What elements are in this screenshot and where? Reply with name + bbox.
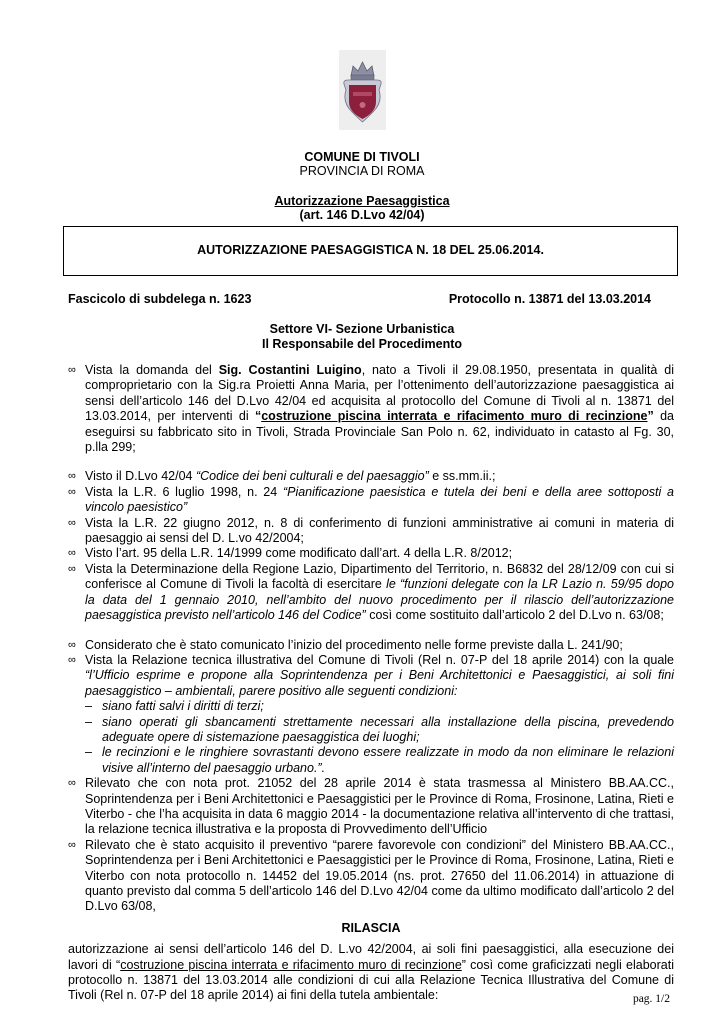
- settore-heading: [0, 322, 724, 352]
- rilascia-heading: RILASCIA: [341, 920, 401, 935]
- list-item: ∞ Vista la Determinazione della Regione Lazio, Dipartimento del Territorio, n. B6832 del 28/12/09 con cui si conferisce al Comune di Tivoli la facoltà di esercitare le “funzioni delegate con la LR Lazio n. 59/95 dopo la data del 1 gennaio 2010, nell’ambito del nuovo procedimento per il rilascio dell’autorizzazione paesaggistica previsto nell’articolo 146 del Codice” così come sostituito dall’articolo 2 del D.Lvo n. 63/08;: [68, 561, 674, 623]
- protocollo-number: Protocollo n. 13871 del 13.03.2014: [448, 292, 651, 306]
- settore-line: Settore VI- Sezione Urbanistica: [269, 322, 455, 336]
- list-item: ∞ Visto l’art. 95 della L.R. 14/1999 come modificato dall’art. 4 della L.R. 8/2012;: [68, 546, 513, 561]
- document-body: [68, 363, 674, 1004]
- list-item: ∞ Vista la Relazione tecnica illustrativa del Comune di Tivoli (Rel n. 07-P del 18 aprile 2014) con la quale “l’Ufficio esprime e propone alla Soprintendenza per i Beni Architettonici e Paesaggistici, ai soli fini paesaggistico – ambientali, parere positivo alle seguenti condizioni:: [68, 652, 674, 698]
- list-item: ∞ Rilevato che è stato acquisito il preventivo “parere favorevole con condizioni” del Ministero BB.AA.CC., Soprintendenza per i Beni Architettonici e Paesaggistici per le Province di Roma, Frosinone, Latina, Rieti e Viterbo con nota protocollo n. 14452 del 19.05.2014 (ns. prot. 27650 del 11.06.2014) in attuazione di quanto previsto dal comma 5 dell’articolo 146 del D.Lvo 42/04 come da ultimo modificato dall’articolo 2 del D.Lvo 63/08,: [68, 837, 674, 914]
- paragraph-domanda: ∞ Vista la domanda del Sig. Costantini Luigino, nato a Tivoli il 29.08.1950, presentata in qualità di comproprietario con la Sig.ra Proietti Anna Maria, per l’ottenimento dell’autorizzazione paesaggistica ai sensi dell’articolo 146 del D.Lvo 42/04 ed acquisita al protocollo del Comune di Tivoli al n. 13871 del 13.03.2014, per interventi di “costruzione piscina interrata e rifacimento muro di recinzione” da eseguirsi su fabbricato sito in Tivoli, Strada Provinciale San Polo n. 62, individuato in catasto al Fg. 30, p.lla 299;: [68, 363, 674, 455]
- document-header: [0, 150, 724, 222]
- infinity-bullet-icon: ∞: [68, 653, 76, 666]
- list-item: ∞ Visto il D.Lvo 42/04 “Codice dei beni culturali e del paesaggio” e ss.mm.ii.;: [68, 469, 496, 484]
- infinity-bullet-icon: ∞: [68, 547, 76, 560]
- list-item: ∞ Vista la L.R. 6 luglio 1998, n. 24 “Pianificazione paesistica e tutela dei beni e della aree sottoposti a vincolo paesistico”: [68, 484, 674, 515]
- comune-name: COMUNE DI TIVOLI: [304, 150, 420, 164]
- infinity-bullet-icon: ∞: [68, 516, 76, 529]
- municipal-crest-icon: [339, 50, 386, 130]
- dash-bullet-icon: –: [85, 745, 92, 760]
- legal-reference: (art. 146 D.Lvo 42/04): [299, 208, 425, 222]
- infinity-bullet-icon: ∞: [68, 470, 76, 483]
- dash-bullet-icon: –: [85, 699, 92, 714]
- infinity-bullet-icon: ∞: [68, 838, 76, 851]
- document-type: Autorizzazione Paesaggistica: [274, 194, 450, 208]
- condition-item: – siano operati gli sbancamenti strettamente necessari alla installazione della piscina, prevedendo adeguate opere di sistemazione paesaggistica dei luoghi;: [85, 714, 674, 744]
- infinity-bullet-icon: ∞: [68, 364, 76, 376]
- authorization-title-box: [63, 226, 678, 276]
- list-item: ∞ Rilevato che con nota prot. 21052 del 28 aprile 2014 è stata trasmessa al Ministero BB.AA.CC., Soprintendenza per i Beni Architettonici e Paesaggistici per le Province di Roma, Frosinone, Latina, Rieti e Viterbo - che l’ha acquisita in data 6 maggio 2014 - la documentazione relativa all’intervento di che trattasi, la relazione tecnica illustrativa e la proposta di Provvedimento dell’Ufficio: [68, 776, 674, 837]
- infinity-bullet-icon: ∞: [68, 638, 76, 651]
- list-item: ∞ Vista la L.R. 22 giugno 2012, n. 8 di conferimento di funzioni amministrative ai comuni in materia di paesaggio ai sensi del D. L.vo 42/2004;: [68, 515, 674, 546]
- condition-item: – le recinzioni e le ringhiere sovrastanti devono essere realizzate in modo da non eliminare le relazioni visive all’interno del paesaggio urbano.”.: [85, 745, 674, 775]
- responsabile-line: Il Responsabile del Procedimento: [261, 337, 463, 351]
- dash-bullet-icon: –: [85, 714, 92, 729]
- applicant-name: Sig. Costantini Luigino: [218, 363, 362, 377]
- condition-item: – siano fatti salvi i diritti di terzi;: [85, 699, 264, 714]
- works-description: costruzione piscina interrata e rifacimento muro di recinzione: [120, 957, 462, 972]
- infinity-bullet-icon: ∞: [68, 562, 76, 575]
- infinity-bullet-icon: ∞: [68, 485, 76, 498]
- fascicolo-number: Fascicolo di subdelega n. 1623: [68, 292, 252, 306]
- list-item: ∞ Considerato che è stato comunicato l’inizio del procedimento nelle forme previste dalla L. 241/90;: [68, 637, 623, 652]
- final-paragraph: autorizzazione ai sensi dell’articolo 146 del D. L.vo 42/2004, ai soli fini paesaggistici, alla esecuzione dei lavori di “costruzione piscina interrata e rifacimento muro di recinzione” così come graficizzati negli elaborati protocollo n. 13871 del 13.03.2014 alle condizioni di cui alla Relazione Tecnica Illustrativa del Comune di Tivoli (Rel n. 07-P del 18 aprile 2014) ai fini della tutela ambientale:: [68, 942, 674, 1003]
- page-number: pag. 1/2: [632, 993, 670, 1005]
- provincia-name: PROVINCIA DI ROMA: [299, 164, 425, 178]
- works-description: costruzione piscina interrata e rifacimento muro di recinzione: [261, 409, 648, 424]
- infinity-bullet-icon: ∞: [68, 777, 76, 790]
- authorization-title: AUTORIZZAZIONE PAESAGGISTICA N. 18 DEL 25.06.2014.: [197, 243, 544, 258]
